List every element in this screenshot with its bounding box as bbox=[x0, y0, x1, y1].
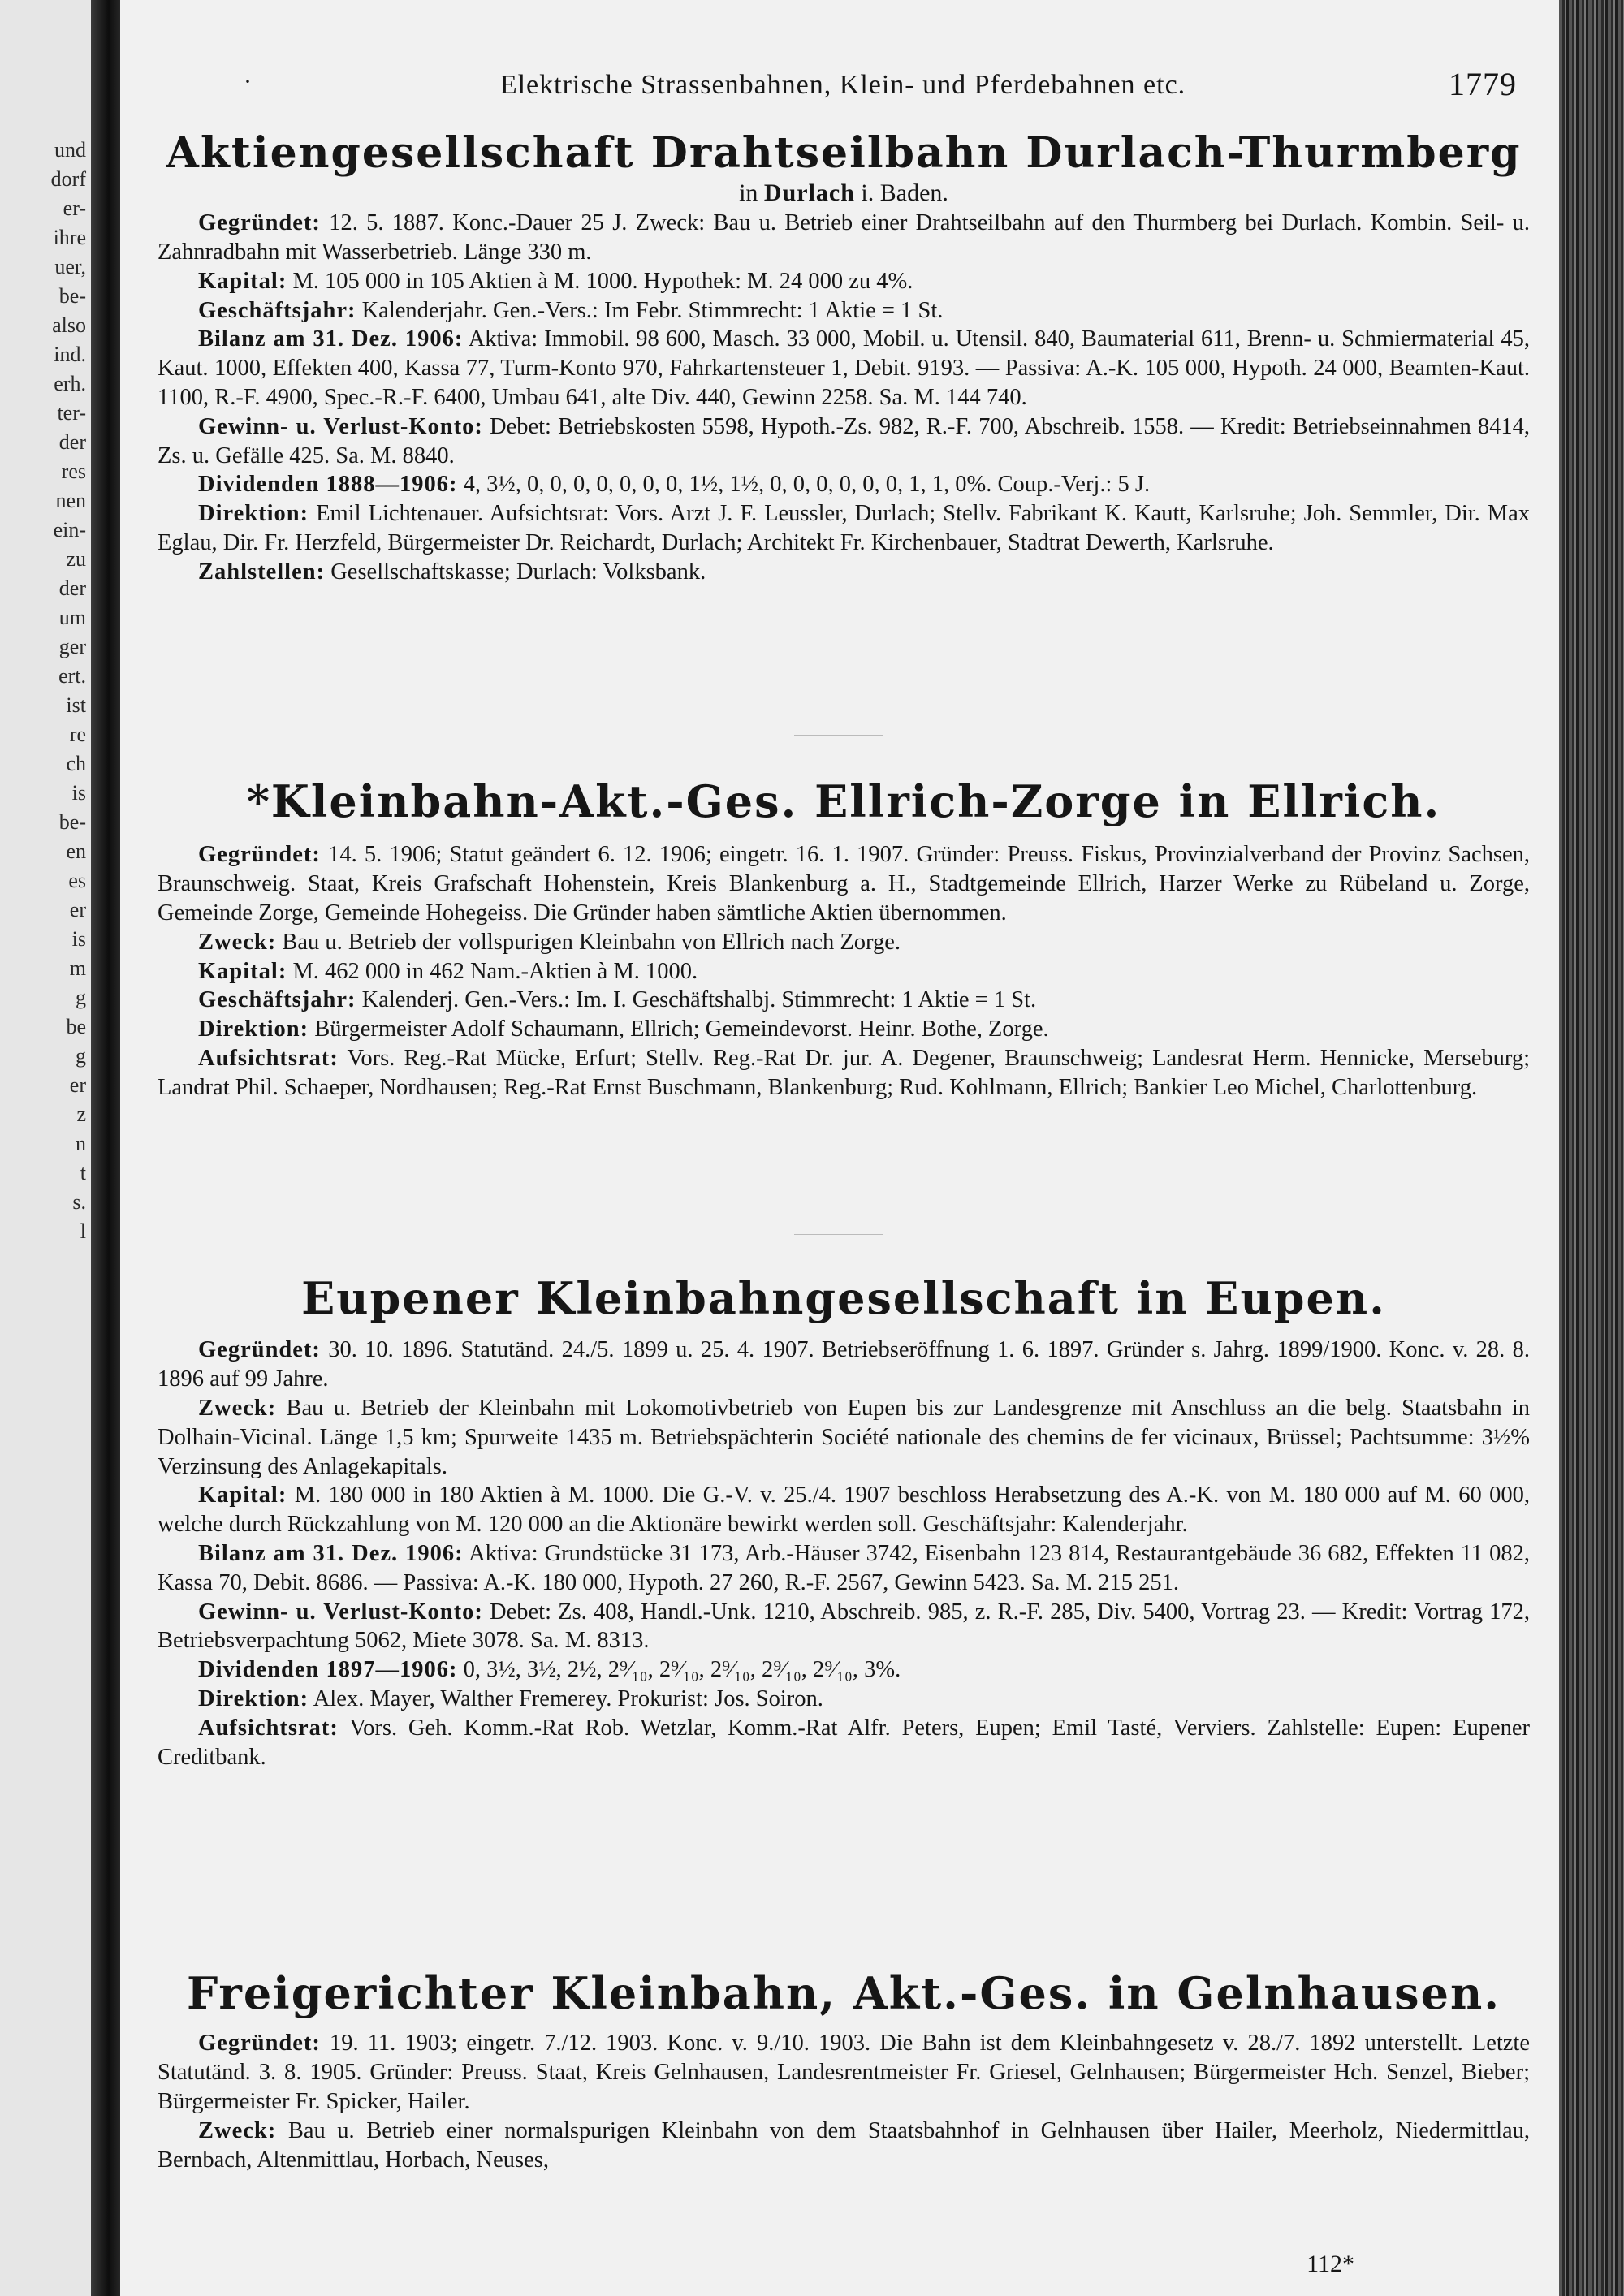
entry-field bbox=[158, 267, 1530, 296]
field-text: Aktiva: Immobil. 98 600, Masch. 33 000, Mobil. u. Utensil. 840, Baumaterial 611, Brenn- u. Schmiermaterial 45, Kaut. 1000, Effekten 400, Kassa 77, Turm-Konto 970, Fahrkartensteuer 1, Debit. 9193. — Passiva: A.-K. 105 000, Hypoth. 24 000, Beamten-Kaut. 1100, R.-F. 4900, Spec.-R.-F. 6400, Umbau 641, alte Div. 440, Gewinn 2258. Sa. M. 144 740. bbox=[158, 326, 1530, 410]
facing-page-fragment: ch bbox=[66, 752, 86, 775]
entry-field bbox=[158, 1044, 1530, 1103]
field-label: Gegründet: bbox=[198, 1337, 321, 1363]
entry-field bbox=[158, 957, 1530, 986]
facing-page-fragment: g bbox=[76, 986, 86, 1009]
field-text: 30. 10. 1896. Statutänd. 24./5. 1899 u. 25. 4. 1907. Betriebseröffnung 1. 6. 1897. Gründer s. Jahrg. 1899/1900. Konc. v. 28. 8. 1896 auf 99 Jahre. bbox=[158, 1337, 1530, 1392]
entry-field bbox=[158, 558, 1530, 587]
facing-page-fragment: er- bbox=[63, 196, 86, 220]
facing-page-fragment: ger bbox=[58, 635, 86, 658]
entry-field bbox=[158, 1015, 1530, 1044]
facing-page-fragment: be bbox=[66, 1015, 86, 1038]
signature-mark: 112* bbox=[1307, 2251, 1354, 2277]
entry-field bbox=[158, 928, 1530, 957]
facing-page-fragment: re bbox=[69, 723, 86, 746]
field-text: 0, 3½, 3½, 2½, 2⁹⁄₁₀, 2⁹⁄₁₀, 2⁹⁄₁₀, 2⁹⁄₁₀, 2⁹⁄₁₀, 3%. bbox=[463, 1657, 901, 1683]
field-label: Gewinn- u. Verlust-Konto: bbox=[198, 1599, 483, 1625]
facing-page-fragment: der bbox=[58, 576, 86, 600]
entry-field bbox=[158, 325, 1530, 412]
facing-page-fragment: also bbox=[52, 313, 86, 337]
entry-title: Eupener Kleinbahngesellschaft in Eupen. bbox=[301, 1272, 1386, 1324]
page-stack-edge bbox=[1559, 0, 1624, 2296]
facing-page-fragment: ter- bbox=[57, 401, 86, 425]
entry-title: Freigerichter Kleinbahn, Akt.-Ges. in Gelnhausen. bbox=[186, 1967, 1501, 2019]
facing-page-fragment: is bbox=[71, 927, 86, 951]
facing-page-fragment: zu bbox=[66, 547, 86, 571]
field-text: Bau u. Betrieb einer normalspurigen Kleinbahn von dem Staatsbahnhof in Gelnhausen über Hailer, Meerholz, Niedermittlau, Bernbach, Altenmittlau, Horbach, Neuses, bbox=[158, 2117, 1531, 2173]
entry-field bbox=[158, 470, 1530, 499]
field-label: Zweck: bbox=[198, 1395, 277, 1421]
entry-field bbox=[158, 209, 1530, 267]
field-text: Kalenderjahr. Gen.-Vers.: Im Febr. Stimmrecht: 1 Aktie = 1 St. bbox=[361, 297, 944, 323]
field-label: Direktion: bbox=[198, 1685, 309, 1711]
field-text: 14. 5. 1906; Statut geändert 6. 12. 1906; eingetr. 16. 1. 1907. Gründer: Preuss. Fiskus, Provinzialverband der Provinz Sachsen, Braunschweig. Staat, Kreis Grafschaft Hohenstein, Kreis Blankenburg a. H., Stadtgemeinde Ellrich, Harzer Werke zu Rübeland u. Zorge, Gemeinde Zorge, Gemeinde Hohegeiss. Die Gründer haben sämtliche Aktien übernommen. bbox=[158, 842, 1531, 926]
running-head-title: Elektrische Strassenbahnen, Klein- und Pferdebahnen etc. bbox=[499, 70, 1186, 100]
facing-page-fragment: dorf bbox=[50, 167, 86, 191]
entry-field bbox=[158, 1481, 1530, 1539]
field-label: Aufsichtsrat: bbox=[198, 1045, 339, 1071]
facing-page-fragment: z bbox=[76, 1103, 86, 1126]
field-label: Direktion: bbox=[198, 1016, 309, 1042]
facing-page-fragment: en bbox=[66, 839, 86, 863]
field-text: M. 462 000 in 462 Nam.-Aktien à M. 1000. bbox=[292, 958, 698, 984]
field-label: Gegründet: bbox=[198, 842, 321, 868]
facing-page-fragment: ert. bbox=[58, 664, 86, 688]
field-text: Debet: Betriebskosten 5598, Hypoth.-Zs. 982, R.-F. 700, Abschreib. 1558. — Kredit: Betriebseinnahmen 8414, Zs. u. Gefälle 425. Sa. M. 8840. bbox=[158, 413, 1531, 468]
facing-page-fragment: ein- bbox=[53, 518, 86, 542]
field-label: Bilanz am 31. Dez. 1906: bbox=[198, 326, 464, 352]
field-text: Bau u. Betrieb der Kleinbahn mit Lokomotivbetrieb von Eupen bis zur Landesgrenze mit Anschluss an die belg. Staatsbahn in Dolhain-Vicinal. Länge 1,5 km; Spurweite 1435 m. Betriebspächterin Société nationale des chemins de fer vicinaux, Brüssel; Pachtsumme: 3½% Verzinsung des Anlagekapitals. bbox=[158, 1395, 1531, 1479]
facing-page-fragment: nen bbox=[55, 489, 86, 512]
entry-title: Aktiengesellschaft Drahtseilbahn Durlach-Thurmberg bbox=[166, 128, 1522, 178]
field-label: Direktion: bbox=[198, 501, 309, 527]
entry-field bbox=[158, 499, 1530, 558]
document-page bbox=[120, 0, 1559, 2296]
entry-field bbox=[158, 1685, 1530, 1714]
entry-field bbox=[158, 986, 1530, 1015]
entry-title: *Kleinbahn-Akt.-Ges. Ellrich-Zorge in Ellrich. bbox=[246, 775, 1441, 827]
facing-page-fragment: ist bbox=[66, 693, 86, 717]
field-text: Bau u. Betrieb der vollspurigen Kleinbahn von Ellrich nach Zorge. bbox=[282, 929, 901, 955]
field-label: Gewinn- u. Verlust-Konto: bbox=[198, 413, 483, 439]
location-city: Durlach bbox=[763, 179, 855, 207]
field-label: Zweck: bbox=[198, 2117, 277, 2143]
facing-page-fragment: be- bbox=[58, 284, 86, 308]
field-label: Kapital: bbox=[198, 958, 287, 984]
facing-page-fragment: be- bbox=[58, 810, 86, 834]
entry-field bbox=[158, 2029, 1530, 2116]
entry-durlach-thurmberg bbox=[158, 130, 1530, 587]
entry-location bbox=[158, 179, 1530, 207]
facing-page-fragment: l bbox=[80, 1219, 86, 1243]
entry-field bbox=[158, 412, 1530, 471]
entry-field bbox=[158, 1655, 1530, 1685]
running-head-dot: · bbox=[244, 68, 253, 95]
facing-page-fragment: er bbox=[69, 898, 86, 921]
entry-body bbox=[158, 840, 1530, 1102]
field-text: M. 180 000 in 180 Aktien à M. 1000. Die G.-V. v. 25./4. 1907 beschloss Herabsetzung des A.-K. von M. 180 000 auf M. 60 000, welche durch Rückzahlung von M. 120 000 an die Aktionäre bewirkt werden soll. Geschäftsjahr: Kalenderjahr. bbox=[158, 1482, 1531, 1538]
field-label: Dividenden 1897—1906: bbox=[198, 1657, 458, 1683]
location-suffix: i. Baden. bbox=[861, 179, 948, 207]
location-prefix: in bbox=[739, 179, 758, 207]
facing-page-fragment: um bbox=[58, 606, 86, 629]
field-text: 4, 3½, 0, 0, 0, 0, 0, 0, 0, 1½, 1½, 0, 0, 0, 0, 0, 0, 1, 1, 0%. Coup.-Verj.: 5 J. bbox=[463, 472, 1151, 498]
facing-page-fragment: es bbox=[68, 869, 86, 892]
field-label: Aufsichtsrat: bbox=[198, 1715, 339, 1741]
field-text: Emil Lichtenauer. Aufsichtsrat: Vors. Arzt J. F. Leussler, Durlach; Stellv. Fabrikant K. Kautt, Karlsruhe; Joh. Semmler, Dir. Max Eglau, Dir. Fr. Herzfeld, Bürgermeister Dr. Reichardt, Durlach; Architekt Fr. Kirchenbauer, Stadtrat Dewerth, Karlsruhe. bbox=[158, 501, 1531, 555]
entry-field bbox=[158, 840, 1530, 927]
facing-page-fragment: uer, bbox=[54, 255, 86, 278]
field-label: Geschäftsjahr: bbox=[198, 297, 356, 323]
facing-page-fragment: ihre bbox=[53, 226, 86, 249]
field-label: Bilanz am 31. Dez. 1906: bbox=[198, 1540, 464, 1566]
facing-page-fragment: s. bbox=[72, 1190, 86, 1214]
field-label: Zweck: bbox=[198, 929, 277, 955]
book-gutter bbox=[91, 0, 120, 2296]
field-text: Debet: Zs. 408, Handl.-Unk. 1210, Abschreib. 985, z. R.-F. 285, Div. 5400, Vortrag 23. — Kredit: Vortrag 172, Betriebsverpachtung 5062, Miete 3078. Sa. M. 8313. bbox=[158, 1599, 1531, 1654]
page-number: 1779 bbox=[1449, 66, 1517, 102]
entry-body bbox=[158, 2029, 1530, 2174]
entry-field bbox=[158, 1714, 1530, 1772]
facing-page-fragment: m bbox=[69, 956, 86, 980]
field-text: Alex. Mayer, Walther Fremerey. Prokurist: Jos. Soiron. bbox=[313, 1685, 823, 1711]
facing-page-fragment: n bbox=[76, 1132, 86, 1155]
entry-ellrich-zorge bbox=[158, 775, 1531, 1103]
field-label: Geschäftsjahr: bbox=[198, 987, 356, 1013]
facing-page-fragment: und bbox=[54, 138, 86, 162]
entry-field bbox=[158, 2117, 1530, 2175]
field-text: Vors. Geh. Komm.-Rat Rob. Wetzlar, Komm.-Rat Alfr. Peters, Eupen; Emil Tasté, Verviers. Zahlstelle: Eupen: Eupener Creditbank. bbox=[158, 1715, 1530, 1770]
field-text: M. 105 000 in 105 Aktien à M. 1000. Hypothek: M. 24 000 zu 4%. bbox=[292, 268, 914, 294]
field-text: Aktiva: Grundstücke 31 173, Arb.-Häuser 3742, Eisenbahn 123 814, Restaurantgebäude 36 682, Effekten 11 082, Kassa 70, Debit. 8686. — Passiva: A.-K. 180 000, Hypoth. 27 260, R.-F. 2567, Gewinn 5423. Sa. M. 215 251. bbox=[158, 1540, 1530, 1595]
facing-page-fragment: g bbox=[76, 1044, 86, 1068]
entry-field bbox=[158, 1394, 1530, 1481]
entry-field bbox=[158, 1539, 1530, 1598]
field-text: 19. 11. 1903; eingetr. 7./12. 1903. Konc. v. 9./10. 1903. Die Bahn ist dem Kleinbahngesetz v. 28./7. 1892 unterstellt. Letzte Statutänd. 3. 8. 1905. Gründer: Preuss. Staat, Kreis Gelnhausen, Landesrentmeister Fr. Griesel, Gelnhausen; Bürgermeister Hch. Senzel, Bieber; Bürgermeister Fr. Spicker, Hailer. bbox=[158, 2031, 1530, 2114]
entry-body bbox=[158, 209, 1530, 586]
entry-field bbox=[158, 296, 1530, 326]
facing-page-edge bbox=[0, 0, 91, 2296]
separator-rule bbox=[794, 735, 883, 736]
field-label: Gegründet: bbox=[198, 2031, 321, 2056]
entry-freigerichter bbox=[158, 1967, 1531, 2174]
field-label: Zahlstellen: bbox=[198, 559, 326, 585]
facing-page-fragment: is bbox=[71, 781, 86, 805]
entry-field bbox=[158, 1598, 1530, 1656]
field-text: Vors. Reg.-Rat Mücke, Erfurt; Stellv. Reg.-Rat Dr. jur. A. Degener, Braunschweig; Landesrat Herm. Hennicke, Merseburg; Landrat Phil. Schaeper, Nordhausen; Reg.-Rat Ernst Buschmann, Blankenburg; Rud. Kohlmann, Ellrich; Bankier Leo Michel, Charlottenburg. bbox=[158, 1045, 1530, 1100]
field-text: Kalenderj. Gen.-Vers.: Im. I. Geschäftshalbj. Stimmrecht: 1 Aktie = 1 St. bbox=[361, 987, 1037, 1013]
facing-page-fragment: er bbox=[69, 1073, 86, 1097]
running-head bbox=[169, 65, 1517, 110]
facing-page-fragment: ind. bbox=[54, 343, 86, 366]
facing-page-fragment: der bbox=[58, 430, 86, 454]
field-label: Kapital: bbox=[198, 1482, 287, 1508]
entry-field bbox=[158, 1336, 1530, 1394]
field-text: 12. 5. 1887. Konc.-Dauer 25 J. Zweck: Bau u. Betrieb einer Drahtseilbahn auf den Thurmberg bei Durlach. Kombin. Seil- u. Zahnradbahn mit Wasserbetrieb. Länge 330 m. bbox=[158, 210, 1530, 265]
entry-eupen bbox=[158, 1272, 1531, 1772]
field-text: Bürgermeister Adolf Schaumann, Ellrich; Gemeindevorst. Heinr. Bothe, Zorge. bbox=[314, 1016, 1049, 1042]
entry-body bbox=[158, 1336, 1530, 1772]
field-label: Dividenden 1888—1906: bbox=[198, 472, 458, 498]
field-text: Gesellschaftskasse; Durlach: Volksbank. bbox=[330, 559, 706, 585]
facing-page-fragment: erh. bbox=[54, 372, 86, 395]
separator-rule bbox=[794, 1234, 883, 1235]
facing-page-fragment: res bbox=[61, 460, 86, 483]
field-label: Gegründet: bbox=[198, 210, 321, 236]
field-label: Kapital: bbox=[198, 268, 287, 294]
facing-page-fragment: t bbox=[80, 1161, 86, 1185]
